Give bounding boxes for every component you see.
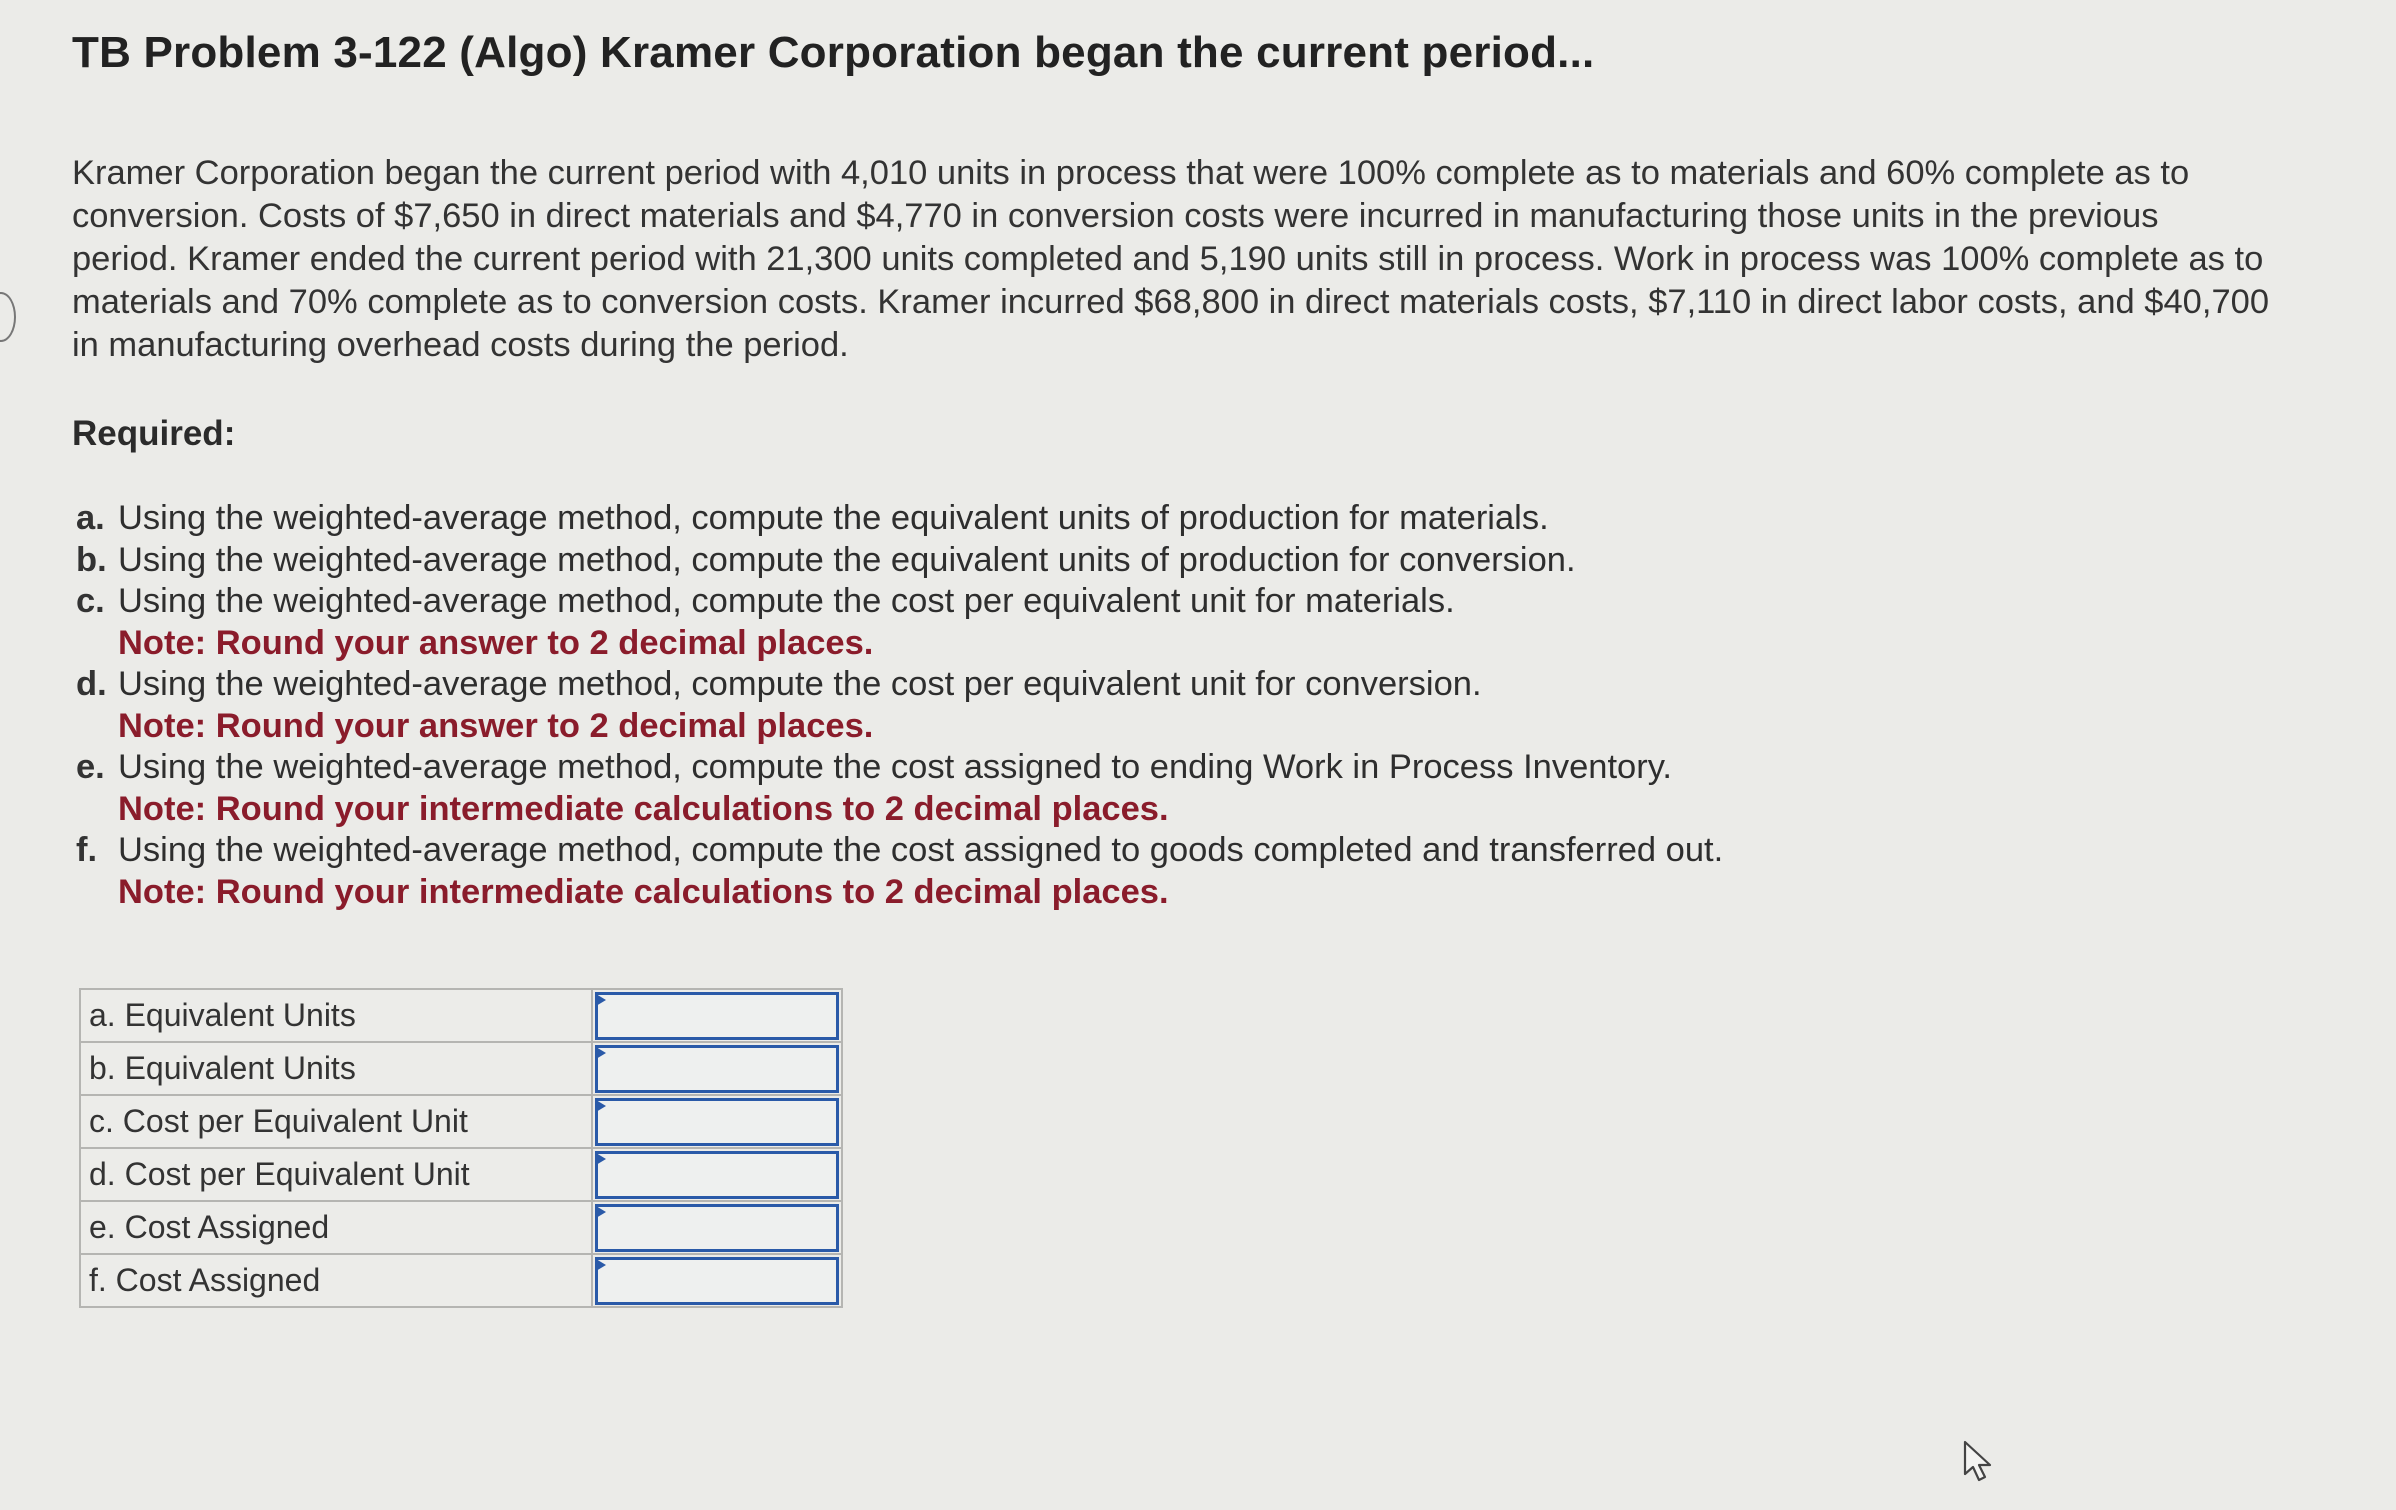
answer-input-e[interactable] (595, 1204, 839, 1252)
flag-icon (596, 1100, 606, 1112)
required-heading: Required: (72, 414, 236, 453)
mouse-pointer-icon (1962, 1440, 1998, 1484)
requirement-e (76, 747, 2176, 830)
answer-cell (592, 1148, 842, 1201)
requirement-f (76, 830, 2176, 913)
flag-icon (596, 994, 606, 1006)
table-row (80, 1042, 842, 1095)
requirement-text: Using the weighted-average method, compute the cost per equivalent unit for conversion. (118, 665, 1482, 703)
requirement-text: Using the weighted-average method, compute the cost assigned to ending Work in Process Inventory. (118, 748, 1672, 786)
requirement-text: Using the weighted-average method, compute the cost assigned to goods completed and transferred out. (118, 831, 1724, 869)
edge-mark (0, 292, 16, 342)
table-row (80, 1148, 842, 1201)
row-label: f. Cost Assigned (80, 1254, 592, 1307)
answer-input-c[interactable] (595, 1098, 839, 1146)
requirement-b (76, 540, 2176, 582)
answer-cell (592, 989, 842, 1042)
requirement-c (76, 581, 2176, 664)
flag-icon (596, 1153, 606, 1165)
rounding-note: Note: Round your intermediate calculations to 2 decimal places. (118, 872, 1169, 911)
answer-cell (592, 1095, 842, 1148)
answer-cell (592, 1201, 842, 1254)
row-label: c. Cost per Equivalent Unit (80, 1095, 592, 1148)
requirement-letter: c. (76, 582, 105, 620)
flag-icon (596, 1206, 606, 1218)
requirement-text: Using the weighted-average method, compute the cost per equivalent unit for materials. (118, 582, 1455, 620)
table-row (80, 989, 842, 1042)
row-label: e. Cost Assigned (80, 1201, 592, 1254)
requirement-text: Using the weighted-average method, compute the equivalent units of production for conversion. (118, 540, 1576, 579)
requirement-letter: e. (76, 748, 105, 786)
answer-input-d[interactable] (595, 1151, 839, 1199)
table-row (80, 1201, 842, 1254)
page-title: TB Problem 3-122 (Algo) Kramer Corporation began the current period... (72, 28, 1595, 77)
row-label: b. Equivalent Units (80, 1042, 592, 1095)
flag-icon (596, 1259, 606, 1271)
answer-cell (592, 1042, 842, 1095)
requirement-a (76, 498, 2176, 540)
requirements-list (76, 498, 2176, 913)
answer-table (79, 988, 843, 1308)
requirement-letter: a. (76, 499, 105, 537)
table-row (80, 1254, 842, 1307)
answer-input-f[interactable] (595, 1257, 839, 1305)
requirement-letter: d. (76, 665, 107, 703)
flag-icon (596, 1047, 606, 1059)
answer-input-b[interactable] (595, 1045, 839, 1093)
rounding-note: Note: Round your intermediate calculations to 2 decimal places. (118, 789, 1169, 828)
table-row (80, 1095, 842, 1148)
row-label: d. Cost per Equivalent Unit (80, 1148, 592, 1201)
row-label: a. Equivalent Units (80, 989, 592, 1042)
requirement-letter: b. (76, 540, 107, 579)
requirement-text: Using the weighted-average method, compute the equivalent units of production for materials. (118, 499, 1549, 537)
problem-statement: Kramer Corporation began the current period with 4,010 units in process that were 100% complete as to materials and 60% complete as to conversion. Costs of $7,650 in direct materials and $4,770 in conversion costs were incurred in manufacturing those units in the previous period. Kramer ended the current period with 21,300 units completed and 5,190 units still in process. Work in process was 100% complete as to materials and 70% complete as to conversion costs. Kramer incurred $68,800 in direct materials costs, $7,110 in direct labor costs, and $40,700 in manufacturing overhead costs during the period. (72, 154, 2269, 364)
rounding-note: Note: Round your answer to 2 decimal places. (118, 623, 874, 662)
rounding-note: Note: Round your answer to 2 decimal places. (118, 706, 874, 745)
requirement-letter: f. (76, 831, 98, 869)
answer-cell (592, 1254, 842, 1307)
requirement-d (76, 664, 2176, 747)
answer-input-a[interactable] (595, 992, 839, 1040)
